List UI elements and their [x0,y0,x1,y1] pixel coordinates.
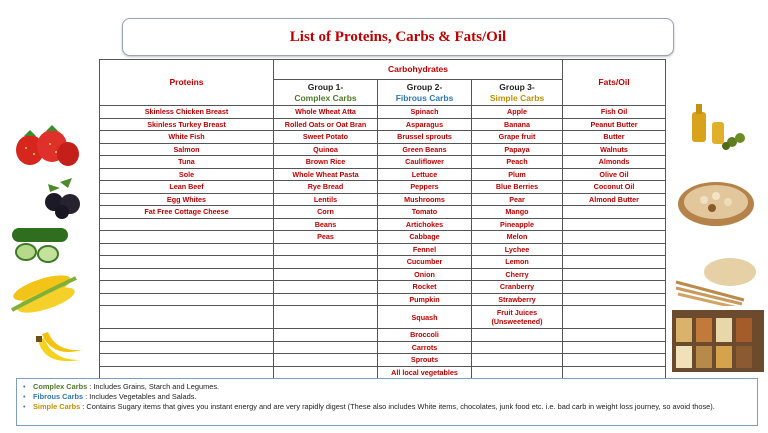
cell-fat [563,293,666,306]
cell-fat [563,243,666,256]
cell-fat [563,256,666,269]
cell-simple: Peach [472,156,563,169]
cell-fat [563,218,666,231]
cell-fibrous: Rocket [378,281,472,294]
cell-fibrous: All local vegetables [378,366,472,379]
cell-complex: Quinoa [274,143,378,156]
table-row [100,156,666,169]
cell-complex [274,354,378,367]
table-row [100,268,666,281]
cell-protein [100,306,274,329]
note-simple-term: Simple Carbs [33,402,81,411]
cell-fat: Walnuts [563,143,666,156]
cell-simple: Pear [472,193,563,206]
cell-protein: Skinless Chicken Breast [100,106,274,119]
cell-simple: Blue Berries [472,181,563,194]
group1-sub: Complex Carbs [294,92,357,103]
cell-complex: Whole Wheat Pasta [274,168,378,181]
header-group3 [472,80,563,106]
table-row [100,218,666,231]
cell-fat [563,329,666,342]
note-fibrous: • Fibrous Carbs : Includes Vegetables and Salads. [23,392,197,401]
cell-simple: Lychee [472,243,563,256]
header-group1 [274,80,378,106]
group3-sub: Simple Carbs [489,92,545,103]
cell-complex [274,256,378,269]
note-simple-text: : Contains Sugary items that gives you instant energy and are very rapidly digest (These also includes White items, chocolates, junk food etc. i.e. bad carb in weight loss journey, so avoid those). [80,402,715,411]
note-complex-term: Complex Carbs [33,382,88,391]
table-row [100,143,666,156]
cell-fibrous: Artichokes [378,218,472,231]
cell-complex: Rye Bread [274,181,378,194]
cell-fibrous: Broccoli [378,329,472,342]
cell-fibrous: Peppers [378,181,472,194]
cell-complex: Sweet Potato [274,131,378,144]
cell-fat [563,366,666,379]
cell-simple: Cherry [472,268,563,281]
cell-simple: Cranberry [472,281,563,294]
cell-protein: Salmon [100,143,274,156]
cell-fibrous: Pumpkin [378,293,472,306]
cell-protein [100,341,274,354]
cell-protein: Sole [100,168,274,181]
page-title: List of Proteins, Carbs & Fats/Oil [289,28,507,45]
group1-label: Group 1- [307,81,344,92]
table-row [100,206,666,219]
cell-fat [563,306,666,329]
cell-protein: Fat Free Cottage Cheese [100,206,274,219]
cell-fibrous: Cucumber [378,256,472,269]
cell-fibrous: Spinach [378,106,472,119]
food-table [99,59,666,379]
cell-simple: Pineapple [472,218,563,231]
table-row [100,243,666,256]
cell-fibrous: Carrots [378,341,472,354]
cell-fat [563,341,666,354]
cell-fibrous: Squash [378,306,472,329]
cell-complex [274,329,378,342]
cell-fibrous: Mushrooms [378,193,472,206]
grains-jars-image [672,310,764,372]
title-box [122,18,674,56]
table-row [100,366,666,379]
table-row [100,293,666,306]
cell-protein: White Fish [100,131,274,144]
cell-simple [472,366,563,379]
cell-fat: Olive Oil [563,168,666,181]
bread-pasta-image [672,250,758,306]
cell-protein [100,293,274,306]
cell-fibrous: Cauliflower [378,156,472,169]
cell-complex: Peas [274,231,378,244]
cell-simple: Banana [472,118,563,131]
cell-fat: Almond Butter [563,193,666,206]
table-row [100,281,666,294]
cell-fibrous: Cabbage [378,231,472,244]
header-proteins: Proteins [100,60,274,106]
cell-simple: Apple [472,106,563,119]
header-group2 [378,80,472,106]
cell-complex: Whole Wheat Atta [274,106,378,119]
cell-fibrous: Asparagus [378,118,472,131]
header-carbohydrates: Carbohydrates [274,60,563,80]
table-row [100,256,666,269]
note-fibrous-term: Fibrous Carbs [33,392,84,401]
cell-simple: Strawberry [472,293,563,306]
cell-protein [100,256,274,269]
cell-fibrous: Tomato [378,206,472,219]
group2-label: Group 2- [406,81,443,92]
table-row [100,118,666,131]
cell-complex: Beans [274,218,378,231]
header-fats: Fats/Oil [563,60,666,106]
cell-protein: Skinless Turkey Breast [100,118,274,131]
cell-fat [563,268,666,281]
cell-complex [274,366,378,379]
olive-oil-image [684,98,748,152]
table-row [100,329,666,342]
cell-fibrous: Onion [378,268,472,281]
cell-protein [100,281,274,294]
cell-protein [100,366,274,379]
cell-fat: Butter [563,131,666,144]
cell-complex: Brown Rice [274,156,378,169]
cell-simple: Papaya [472,143,563,156]
table-row [100,106,666,119]
cell-complex [274,243,378,256]
cell-simple [472,341,563,354]
corn-image [8,266,80,316]
strawberries-image [8,122,82,170]
cell-protein [100,243,274,256]
cell-simple [472,354,563,367]
table-row [100,341,666,354]
cell-protein [100,268,274,281]
cell-simple: Melon [472,231,563,244]
cell-fat: Coconut Oil [563,181,666,194]
cell-simple: Mango [472,206,563,219]
cell-protein [100,329,274,342]
cell-complex [274,293,378,306]
cell-simple: Fruit Juices (Unsweetened) [472,306,563,329]
cell-protein [100,218,274,231]
cell-protein [100,354,274,367]
cell-complex [274,281,378,294]
group2-sub: Fibrous Carbs [395,92,454,103]
table-row [100,354,666,367]
table-row [100,231,666,244]
cell-fibrous: Fennel [378,243,472,256]
nuts-image [676,176,756,228]
note-complex-text: : Includes Grains, Starch and Legumes. [87,382,220,391]
table-row [100,131,666,144]
cell-fibrous: Lettuce [378,168,472,181]
cell-complex [274,268,378,281]
group3-label: Group 3- [499,81,535,92]
cell-complex: Corn [274,206,378,219]
bananas-image [34,330,86,370]
cell-simple: Grape fruit [472,131,563,144]
cell-fat [563,231,666,244]
blackberries-image [38,176,92,220]
note-complex: • Complex Carbs : Includes Grains, Starch and Legumes. [23,382,220,391]
cell-complex: Rolled Oats or Oat Bran [274,118,378,131]
cell-fat: Almonds [563,156,666,169]
note-simple: • Simple Carbs : Contains Sugary items that gives you instant energy and are very rapidly digest (These also includes White items, chocolates, junk food etc. i.e. bad carb in weight loss journey, so avoid those). [23,402,715,411]
cell-protein: Lean Beef [100,181,274,194]
cell-simple: Plum [472,168,563,181]
cell-fibrous: Green Beans [378,143,472,156]
cell-protein: Egg Whites [100,193,274,206]
note-fibrous-text: : Includes Vegetables and Salads. [83,392,197,401]
cell-fat: Peanut Butter [563,118,666,131]
cell-fat [563,281,666,294]
cell-simple: Lemon [472,256,563,269]
cell-fat [563,206,666,219]
table-row [100,306,666,329]
cell-fibrous: Brussel sprouts [378,131,472,144]
cell-simple [472,329,563,342]
cell-fibrous: Sprouts [378,354,472,367]
table-row [100,181,666,194]
cell-complex: Lentils [274,193,378,206]
table-row [100,193,666,206]
cell-complex [274,306,378,329]
cucumber-image [8,222,72,264]
table-body [100,106,666,379]
cell-complex [274,341,378,354]
cell-fat [563,354,666,367]
cell-protein: Tuna [100,156,274,169]
table-row [100,168,666,181]
cell-fat: Fish Oil [563,106,666,119]
notes-box [16,378,758,426]
cell-protein [100,231,274,244]
